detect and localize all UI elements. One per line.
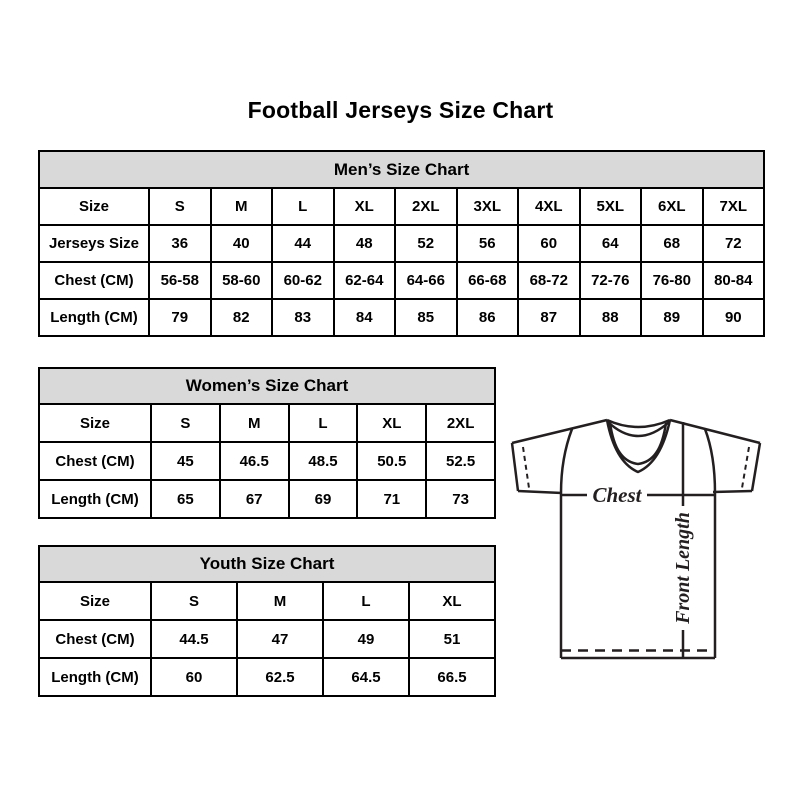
collar-outline: [607, 420, 670, 427]
table-cell: 4XL: [518, 188, 580, 225]
row-label: Chest (CM): [39, 262, 149, 299]
table-row: [39, 658, 495, 696]
mens-table-title-row: [39, 151, 764, 188]
table-cell: 3XL: [457, 188, 519, 225]
womens-table-title-row: [39, 368, 495, 404]
table-cell: 68-72: [518, 262, 580, 299]
row-label: Jerseys Size: [39, 225, 149, 262]
table-cell: 83: [272, 299, 334, 336]
table-cell: XL: [357, 404, 426, 442]
table-cell: 64: [580, 225, 642, 262]
row-label: Size: [39, 404, 151, 442]
table-cell: 58-60: [211, 262, 273, 299]
table-cell: 2XL: [395, 188, 457, 225]
row-label: Length (CM): [39, 658, 151, 696]
table-cell: 62.5: [237, 658, 323, 696]
table-cell: 44.5: [151, 620, 237, 658]
table-cell: 56-58: [149, 262, 211, 299]
table-cell: 90: [703, 299, 765, 336]
table-cell: 40: [211, 225, 273, 262]
jersey-outline: [512, 420, 607, 443]
table-cell: 65: [151, 480, 220, 518]
table-cell: 84: [334, 299, 396, 336]
table-cell: 52.5: [426, 442, 495, 480]
table-cell: S: [151, 404, 220, 442]
table-cell: 88: [580, 299, 642, 336]
table-cell: 73: [426, 480, 495, 518]
table-cell: XL: [409, 582, 495, 620]
table-cell: 36: [149, 225, 211, 262]
table-cell: 71: [357, 480, 426, 518]
table-cell: 6XL: [641, 188, 703, 225]
table-cell: 48.5: [289, 442, 358, 480]
table-row: [39, 299, 764, 336]
table-cell: 86: [457, 299, 519, 336]
table-cell: 44: [272, 225, 334, 262]
page-title: Football Jerseys Size Chart: [247, 97, 554, 123]
mens-size-table: [38, 150, 765, 337]
table-cell: 72: [703, 225, 765, 262]
row-label: Length (CM): [39, 480, 151, 518]
table-cell: 56: [457, 225, 519, 262]
table-cell: 64-66: [395, 262, 457, 299]
jersey-outline: [512, 443, 518, 491]
table-cell: 47: [237, 620, 323, 658]
table-cell: 5XL: [580, 188, 642, 225]
table-cell: 46.5: [220, 442, 289, 480]
table-row: [39, 582, 495, 620]
table-cell: 80-84: [703, 262, 765, 299]
table-cell: 50.5: [357, 442, 426, 480]
table-cell: 60-62: [272, 262, 334, 299]
table-row: [39, 262, 764, 299]
jersey-outline: [752, 443, 760, 491]
table-cell: 45: [151, 442, 220, 480]
table-cell: 52: [395, 225, 457, 262]
table-cell: L: [323, 582, 409, 620]
table-cell: 48: [334, 225, 396, 262]
youth-size-table: [38, 545, 496, 697]
chest-label: Chest: [592, 483, 642, 507]
table-cell: 51: [409, 620, 495, 658]
table-cell: 85: [395, 299, 457, 336]
front-length-label: Front Length: [672, 512, 694, 624]
table-row: [39, 620, 495, 658]
table-row: [39, 442, 495, 480]
row-label: Length (CM): [39, 299, 149, 336]
table-row: [39, 225, 764, 262]
table-cell: 60: [518, 225, 580, 262]
table-cell: 49: [323, 620, 409, 658]
jersey-measurement-diagram: [506, 410, 770, 662]
table-cell: M: [220, 404, 289, 442]
jersey-outline: [713, 491, 752, 492]
table-cell: 72-76: [580, 262, 642, 299]
table-cell: M: [237, 582, 323, 620]
table-cell: 89: [641, 299, 703, 336]
table-cell: XL: [334, 188, 396, 225]
cuff-dashed-line-left: [523, 447, 529, 488]
table-row: [39, 188, 764, 225]
table-cell: 64.5: [323, 658, 409, 696]
table-row: [39, 404, 495, 442]
womens-size-table: [38, 367, 496, 519]
table-cell: 66.5: [409, 658, 495, 696]
jersey-outline: [705, 429, 715, 658]
mens-table-title: Men’s Size Chart: [39, 151, 764, 188]
table-cell: 82: [211, 299, 273, 336]
table-cell: 67: [220, 480, 289, 518]
table-cell: L: [272, 188, 334, 225]
table-cell: 68: [641, 225, 703, 262]
jersey-outline: [561, 429, 572, 658]
cuff-dashed-line-right: [742, 447, 749, 488]
row-label: Size: [39, 188, 149, 225]
row-label: Chest (CM): [39, 442, 151, 480]
jersey-outline: [518, 491, 562, 493]
table-cell: 69: [289, 480, 358, 518]
womens-table-title: Women’s Size Chart: [39, 368, 495, 404]
table-cell: 76-80: [641, 262, 703, 299]
table-cell: 87: [518, 299, 580, 336]
table-cell: 79: [149, 299, 211, 336]
table-cell: L: [289, 404, 358, 442]
youth-table-title: Youth Size Chart: [39, 546, 495, 582]
youth-table-title-row: [39, 546, 495, 582]
table-cell: 2XL: [426, 404, 495, 442]
table-cell: S: [151, 582, 237, 620]
table-row: [39, 480, 495, 518]
row-label: Chest (CM): [39, 620, 151, 658]
table-cell: S: [149, 188, 211, 225]
table-cell: 7XL: [703, 188, 765, 225]
table-cell: 62-64: [334, 262, 396, 299]
row-label: Size: [39, 582, 151, 620]
table-cell: 66-68: [457, 262, 519, 299]
table-cell: M: [211, 188, 273, 225]
table-cell: 60: [151, 658, 237, 696]
